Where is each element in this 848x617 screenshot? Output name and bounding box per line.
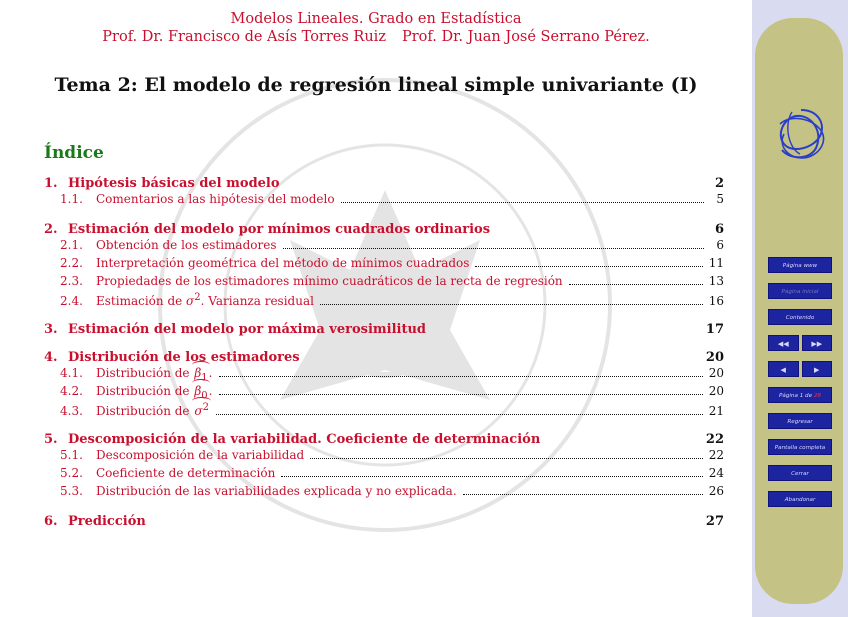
beta-hat-symbol: β: [194, 384, 202, 398]
toc-subsection-title[interactable]: Distribución de $\beta_0$.: [96, 384, 213, 402]
nav-prev-button[interactable]: ◀: [768, 361, 799, 377]
knot-logo-icon: [770, 104, 832, 166]
nav-next-button[interactable]: ▶: [802, 361, 833, 377]
toc-subsection-title[interactable]: Descomposición de la variabilidad: [96, 448, 305, 462]
toc-subsection-4-2[interactable]: [44, 384, 724, 402]
toc-page-number: 2: [714, 176, 724, 191]
toc-section-number: 3.: [44, 322, 58, 337]
toc-page-number: 13: [708, 274, 724, 288]
toc-section-2[interactable]: [44, 222, 724, 238]
toc-page-number: 17: [705, 322, 724, 337]
toc-subsection-title[interactable]: Obtención de los estimadores: [96, 238, 277, 252]
toc-subsection-4-1[interactable]: [44, 366, 724, 384]
toc-page-number: 16: [708, 294, 724, 308]
toc-subsection-title[interactable]: Distribución de $\sigma^2$: [96, 402, 209, 418]
toc-page-number: 20: [708, 366, 724, 380]
authors-line: [0, 29, 752, 45]
toc-subsection-number: 4.3.: [60, 404, 83, 418]
dot-leader: [310, 458, 703, 459]
index-heading: Índice: [44, 143, 104, 163]
nav-last-button[interactable]: ▶▶: [802, 335, 833, 351]
toc-subsection-title[interactable]: Distribución de las variabilidades explicada y no explicada.: [96, 484, 457, 498]
toc-page-number: 11: [708, 256, 724, 270]
toc-page-number: 22: [708, 448, 724, 462]
toc-section-title[interactable]: Estimación del modelo por mínimos cuadrados ordinarios: [68, 222, 491, 237]
dot-leader: [569, 284, 703, 285]
toc-subsection-number: 2.3.: [60, 274, 83, 288]
toc-page-number: 6: [714, 222, 724, 237]
dot-leader: [216, 414, 703, 415]
toc-page-number: 6: [716, 238, 724, 252]
toc-section-title[interactable]: Distribución de los estimadores: [68, 350, 300, 365]
toc-subsection-title[interactable]: Interpretación geométrica del método de mínimos cuadrados: [96, 256, 470, 270]
nav-step-buttons: [768, 361, 832, 377]
toc-subsection-2-2[interactable]: [44, 256, 724, 274]
toc-subsection-number: 5.1.: [60, 448, 83, 462]
nav-contents-button[interactable]: Contenido: [768, 309, 832, 325]
toc-page-number: 22: [705, 432, 724, 447]
toc-section-number: 6.: [44, 514, 58, 529]
nav-page-current: 1: [799, 393, 804, 399]
toc-subsection-5-1[interactable]: [44, 448, 724, 466]
dot-leader: [320, 304, 703, 305]
nav-close-button[interactable]: Cerrar: [768, 465, 832, 481]
toc-section-number: 1.: [44, 176, 58, 191]
toc-page-number: 20: [708, 384, 724, 398]
dot-leader: [219, 394, 703, 395]
dot-leader: [219, 376, 703, 377]
nav-back-button[interactable]: Regresar: [768, 413, 832, 429]
toc-section-title[interactable]: Descomposición de la variabilidad. Coeficiente de determinación: [68, 432, 541, 447]
toc-subsection-5-3[interactable]: [44, 484, 724, 502]
dot-leader: [341, 202, 704, 203]
toc-subsection-number: 4.1.: [60, 366, 83, 380]
dot-leader: [281, 476, 702, 477]
nav-first-button[interactable]: ◀◀: [768, 335, 799, 351]
dot-leader: [475, 266, 702, 267]
beta-hat-symbol: β: [194, 366, 202, 380]
toc-subsection-number: 2.2.: [60, 256, 83, 270]
toc-subsection-number: 2.1.: [60, 238, 83, 252]
toc-page-number: 20: [705, 350, 724, 365]
author-2: Prof. Dr. Juan José Serrano Pérez.: [401, 29, 650, 45]
toc-subsection-number: 1.1.: [60, 192, 83, 206]
toc-subsection-number: 4.2.: [60, 384, 83, 398]
toc-page-number: 5: [716, 192, 724, 206]
nav-jump-buttons: [768, 335, 832, 351]
toc-section-title[interactable]: Estimación del modelo por máxima verosimilitud: [68, 322, 427, 337]
nav-quit-button[interactable]: Abandonar: [768, 491, 832, 507]
toc-subsection-2-1[interactable]: [44, 238, 724, 256]
toc-subsection-1-1[interactable]: [44, 192, 724, 210]
toc-section-number: 2.: [44, 222, 58, 237]
author-1: Prof. Dr. Francisco de Asís Torres Ruiz: [102, 29, 386, 45]
toc-section-3[interactable]: [44, 322, 724, 338]
toc-section-number: 4.: [44, 350, 58, 365]
toc-subsection-title[interactable]: Estimación de $\sigma^2$. Varianza residual: [96, 292, 314, 308]
toc-section-4[interactable]: [44, 350, 724, 366]
toc-page-number: 21: [708, 404, 724, 418]
toc-page-number: 27: [705, 514, 724, 529]
toc-subsection-5-2[interactable]: [44, 466, 724, 484]
toc-section-1[interactable]: [44, 176, 724, 192]
toc-page-number: 26: [708, 484, 724, 498]
sigma-symbol: σ: [186, 294, 195, 308]
dot-leader: [283, 248, 705, 249]
nav-page-indicator: Página 1 de 28: [768, 387, 832, 403]
course-header: Modelos Lineales. Grado en Estadística: [230, 11, 522, 27]
toc-subsection-2-4[interactable]: [44, 292, 724, 310]
toc-section-title[interactable]: Predicción: [68, 514, 146, 529]
sigma-hat-symbol: σ: [194, 404, 203, 418]
toc-subsection-number: 5.3.: [60, 484, 83, 498]
toc-subsection-4-3[interactable]: [44, 402, 724, 420]
toc-page-number: 24: [708, 466, 724, 480]
toc-section-6[interactable]: [44, 514, 724, 530]
dot-leader: [463, 494, 703, 495]
nav-page-total: 28: [813, 393, 821, 399]
toc-subsection-number: 2.4.: [60, 294, 83, 308]
toc-subsection-title[interactable]: Comentarios a las hipótesis del modelo: [96, 192, 335, 206]
page-title: Tema 2: El modelo de regresión lineal simple univariante (I): [54, 74, 698, 96]
toc-subsection-number: 5.2.: [60, 466, 83, 480]
nav-home-page-button[interactable]: Página inicial: [768, 283, 832, 299]
toc-subsection-2-3[interactable]: [44, 274, 724, 292]
nav-web-page-button[interactable]: Página www: [768, 257, 832, 273]
toc-section-title[interactable]: Hipótesis básicas del modelo: [68, 176, 280, 191]
toc-section-5[interactable]: [44, 432, 724, 448]
nav-fullscreen-button[interactable]: Pantalla completa: [768, 439, 832, 455]
toc-subsection-title[interactable]: Coeficiente de determinación: [96, 466, 276, 480]
toc-subsection-title[interactable]: Propiedades de los estimadores mínimo cuadráticos de la recta de regresión: [96, 274, 563, 288]
toc-section-number: 5.: [44, 432, 58, 447]
toc-subsection-title[interactable]: Distribución de $\beta_1$.: [96, 366, 213, 384]
table-of-contents: [44, 176, 724, 530]
